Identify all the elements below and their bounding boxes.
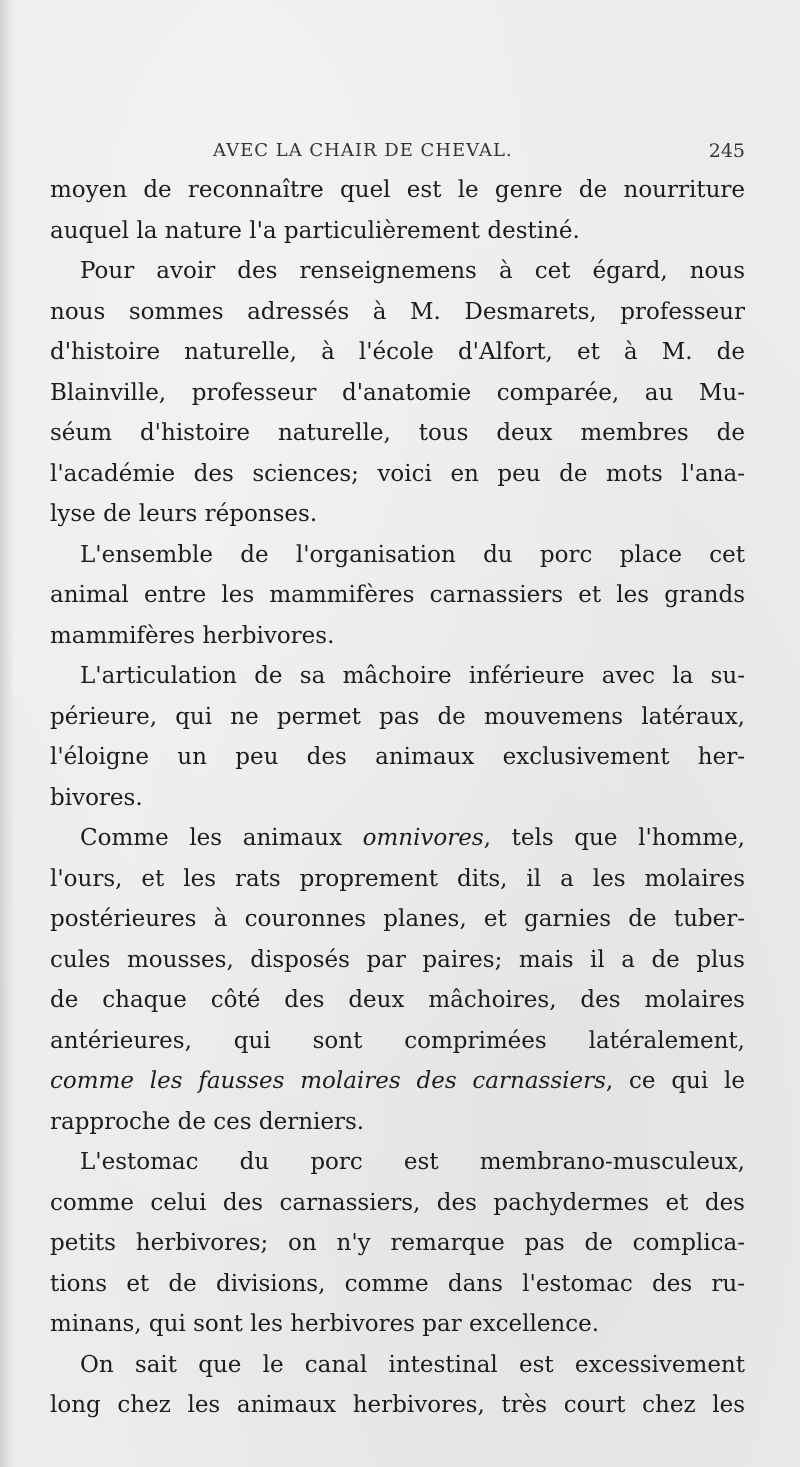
- text-line: L'estomac du porc est membrano-musculeux,: [80, 1149, 745, 1175]
- text-line: petits herbivores; on n'y remarque pas de complica-: [50, 1230, 745, 1256]
- text-line: tions et de divisions, comme dans l'estomac des ru-: [50, 1270, 745, 1297]
- text-line: antérieures, qui sont comprimées latéralement,: [50, 1027, 745, 1054]
- running-title: AVEC LA CHAIR DE CHEVAL.: [213, 140, 513, 161]
- text-line: lyse de leurs réponses.: [50, 501, 318, 527]
- text-line: L'ensemble de l'organisation du porc place cet: [80, 541, 745, 568]
- text-line: nous sommes adressés à M. Desmarets, professeur: [50, 298, 745, 325]
- text-line: comme celui des carnassiers, des pachydermes et des: [50, 1189, 745, 1216]
- page-header: [50, 136, 745, 166]
- text-line: bivores.: [50, 784, 143, 811]
- italic-text-segment: comme les fausses molaires des carnassiers: [50, 1068, 606, 1094]
- text-line: long chez les animaux herbivores, très court chez les: [50, 1392, 745, 1418]
- text-line: rapproche de ces derniers.: [50, 1108, 365, 1135]
- text-line: [50, 818, 745, 859]
- text-line: mammifères herbivores.: [50, 622, 335, 649]
- text-line: Blainville, professeur d'anatomie comparée, au Mu-: [50, 379, 745, 406]
- italic-text-segment: omnivores: [362, 825, 484, 851]
- text-line: périeure, qui ne permet pas de mouvemens latéraux,: [50, 703, 745, 730]
- text-line: l'éloigne un peu des animaux exclusivement her-: [50, 744, 745, 770]
- text-line: d'histoire naturelle, à l'école d'Alfort, et à M. de: [50, 339, 745, 365]
- text-line: l'ours, et les rats proprement dits, il a les molaires: [50, 865, 745, 892]
- text-line: animal entre les mammifères carnassiers et les grands: [50, 582, 745, 608]
- text-line: [50, 1061, 745, 1102]
- text-segment: Comme les animaux: [80, 825, 363, 851]
- text-segment: , tels que l'homme,: [483, 825, 745, 851]
- text-line: moyen de reconnaître quel est le genre de nourriture: [50, 177, 745, 203]
- text-line: séum d'histoire naturelle, tous deux membres de: [50, 420, 745, 446]
- text-line: l'académie des sciences; voici en peu de mots l'ana-: [50, 460, 745, 487]
- text-line: Pour avoir des renseignemens à cet égard, nous: [80, 258, 745, 284]
- text-line: cules mousses, disposés par paires; mais il a de plus: [50, 946, 745, 973]
- text-line: L'articulation de sa mâchoire inférieure avec la su-: [80, 663, 745, 689]
- text-segment: , ce qui le: [605, 1068, 745, 1094]
- page-number: 245: [708, 140, 745, 162]
- page-body-text: [50, 170, 745, 1426]
- page-gutter-shadow: [0, 0, 14, 1467]
- text-line: minans, qui sont les herbivores par excellence.: [50, 1311, 600, 1337]
- text-line: auquel la nature l'a particulièrement destiné.: [50, 217, 580, 244]
- text-line: de chaque côté des deux mâchoires, des molaires: [50, 987, 745, 1013]
- text-line: postérieures à couronnes planes, et garnies de tuber-: [50, 906, 745, 932]
- text-line: On sait que le canal intestinal est excessivement: [80, 1351, 745, 1378]
